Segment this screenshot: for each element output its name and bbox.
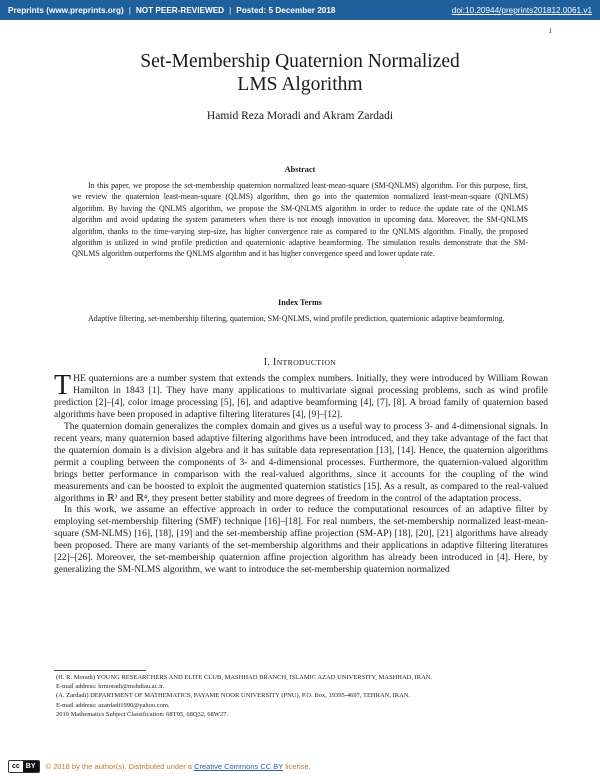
peer-review-status: NOT PEER-REVIEWED [135, 5, 225, 15]
drop-cap: T [54, 370, 72, 401]
license-statement [46, 762, 311, 771]
title-line-2: LMS Algorithm [237, 74, 363, 95]
page-number: 1 [548, 27, 552, 35]
footnotes [56, 673, 550, 719]
license-link[interactable]: Creative Commons CC BY [194, 761, 284, 771]
license-suffix: license. [283, 761, 311, 771]
section-numeral: I. [263, 357, 273, 368]
cc-logo-icon: cc [9, 761, 23, 772]
paragraph-1-text: quaternions are a number system that extends the complex numbers. Initially, they were introduced by William Rowan Hamilton in 1843 [1]. They have many applications to multivariate signal processing problems, such as wind profile prediction [2]–[4], color image processing [5], [6], and adaptive beamforming [4], [7], [8]. A broad family of quaternion based algorithms have been proposed in adaptive filtering literatures [4], [9]–[12]. [54, 374, 548, 420]
footnote-affiliation-2: (A. Zardadi) DEPARTMENT OF MATHEMATICS, PAYAME NOOR UNIVERSITY (PNU), P.O. Box, 19395-4697, TEHRAN, IRAN. [56, 692, 411, 700]
first-word-rest: HE [73, 374, 86, 384]
heading-rest: NTRODUCTION [276, 358, 337, 367]
license-footer [0, 756, 600, 776]
posted-date: Posted: 5 December 2018 [236, 5, 336, 15]
paper-title [0, 50, 600, 96]
footnote-msc: 2010 Mathematics Subject Classification: 68T05, 68Q32, 68W27. [56, 710, 229, 718]
title-line-1: Set-Membership Quaternion Normalized [140, 51, 460, 72]
banner-separator: | [128, 5, 131, 15]
preprint-banner [0, 0, 600, 20]
preprints-site-link[interactable]: Preprints (www.preprints.org) [8, 5, 124, 15]
doi-link[interactable]: doi:10.20944/preprints201812.0061.v1 [451, 5, 592, 15]
by-logo-icon: BY [23, 761, 39, 772]
cc-by-badge-icon[interactable] [8, 760, 40, 773]
footnote-affiliation-1: (H. R. Moradi) YOUNG RESEARCHERS AND ELITE CLUB, MASHHAD BRANCH, ISLAMIC AZAD UNIVERSITY, MASHHAD, IRAN. [56, 674, 433, 681]
footnote-email-1[interactable]: E-mail address: hrmoradi@mshdiau.ac.ir. [56, 683, 165, 691]
introduction-body [54, 370, 548, 577]
index-terms-text: Adaptive filtering, set-membership filtering, quaternion, SM-QNLMS, wind profile prediction, quaternionic adaptive beamforming. [88, 314, 505, 323]
index-terms-heading: Index Terms [278, 298, 322, 307]
footnote-email-2[interactable]: E-mail address: azardadi1990@yahoo.com. [56, 701, 170, 709]
license-prefix: © 2018 by the author(s). Distributed under a [45, 761, 195, 771]
introduction-heading [0, 357, 600, 368]
abstract-text: In this paper, we propose the set-membership quaternion normalized least-mean-square (SM-QNLMS) algorithm. For this purpose, first, we review the quaternion least-mean-square (QLMS) algorithm, then go into the quaternion normalized least-mean-square (QNLMS) algorithm. By having the QNLMS algorithm, we propose the SM-QNLMS algorithm in order to reduce the update rate of the QNLMS algorithm and avoid updating the system parameters when there is not enough innovation in upcoming data. Moreover, the SM-QNLMS algorithm, thanks to the time-varying step-size, has higher convergence rate as compared to the QNLMS algorithm. Finally, the proposed algorithm is utilized in wind profile prediction and quaternionic adaptive beamforming. The simulation results demonstrate that the SM-QNLMS algorithm outperforms the QNLMS algorithm and it has higher convergence speed and lower update rate. [72, 181, 528, 259]
heading-initial: I [272, 357, 277, 368]
author-list: Hamid Reza Moradi and Akram Zardadi [206, 110, 394, 122]
footnote-divider [54, 670, 146, 671]
abstract-heading: Abstract [284, 165, 316, 174]
intro-paragraph-2: The quaternion domain generalizes the complex domain and gives us a useful way to process 3- and 4-dimensional signals. In recent years, many quaternion based adaptive filtering algorithms have been introduced, and they take advantage of the fact that the quaternion domain is a division algebra and it has suitable data representation [13], [14]. Hence, the quaternion algorithms permit a coupling between the components of 3- and 4-dimensional processes. Furthermore, the quaternion-valued algorithm brings better performance in comparison with the real-valued algorithms, since it accounts for the coupling of the wind measurements and can be boosted to exploit the augmented quaternion statistics [15]. As a result, as compared to the real-valued algorithms in ℝ³ and ℝ⁴, they present better stability and more degrees of freedom in the control of the adaptation process. [54, 421, 548, 504]
banner-separator: | [229, 5, 232, 15]
intro-paragraph-1 [54, 370, 548, 422]
intro-paragraph-3: In this work, we assume an effective approach in order to reduce the computational resources of an adaptive filter by employing set-membership filtering (SMF) technique [16]–[18]. For real numbers, the set-membership normalized least-mean-square (SM-NLMS) [16], [18], [19] and the set-membership affine projection (SM-AP) [18], [20], [21] algorithms have already been proposed. There are many variants of the set-membership algorithms and their applications in adaptive filtering literatures [22]–[26]. Moreover, the set-membership quaternion affine projection algorithm has already been introduced in [4]. Here, by generalizing the SM-NLMS algorithm, we want to introduce the set-membership quaternion normalized [54, 505, 548, 576]
